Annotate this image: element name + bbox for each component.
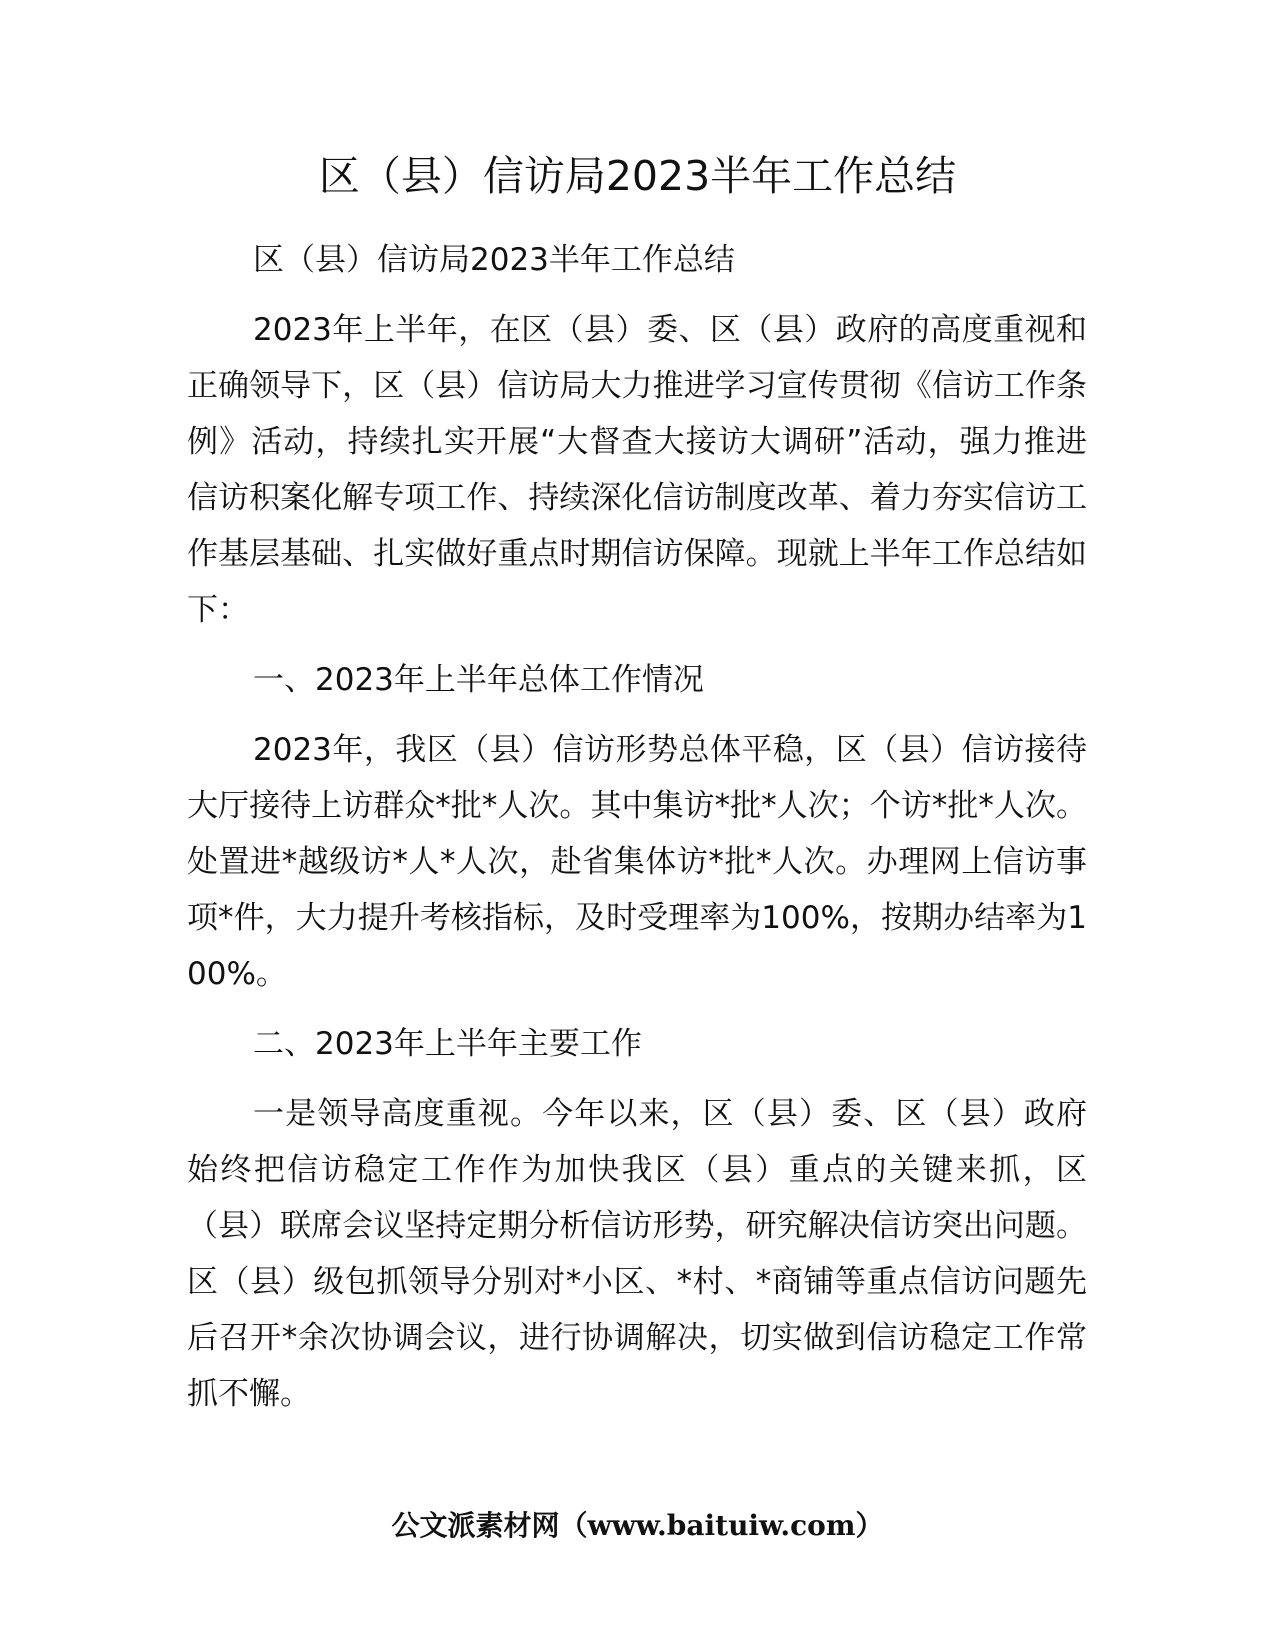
section-heading-2: 二、2023年上半年主要工作 (253, 1026, 642, 1062)
document-title: 区（县）信访局2023半年工作总结 (318, 152, 957, 200)
footer-watermark: 公文派素材网（www.baituiw.com） (391, 1509, 884, 1542)
document-body (187, 232, 1087, 1436)
overview-paragraph: 2023年，我区（县）信访形势总体平稳，区（县）信访接待大厅接待上访群众*批*人次。其中集访*批*人次；个访*批*人次。处置进*越级访*人*人次，赴省集体访*批*人次。办理网上信访事项*件，大力提升考核指标，及时受理率为100%，按期办结率为100%。 (187, 732, 1087, 992)
work-item-1-paragraph: 一是领导高度重视。今年以来，区（县）委、区（县）政府始终把信访稳定工作作为加快我区（县）重点的关键来抓，区（县）联席会议坚持定期分析信访形势，研究解决信访突出问题。区（县）级包抓领导分别对*小区、*村、*商铺等重点信访问题先后召开*余次协调会议，进行协调解决，切实做到信访稳定工作常抓不懈。 (187, 1096, 1087, 1412)
section-heading-1: 一、2023年上半年总体工作情况 (253, 662, 704, 698)
intro-paragraph: 2023年上半年，在区（县）委、区（县）政府的高度重视和正确领导下，区（县）信访局大力推进学习宣传贯彻《信访工作条例》活动，持续扎实开展“大督查大接访大调研”活动，强力推进信访积案化解专项工作、持续深化信访制度改革、着力夯实信访工作基层基础、扎实做好重点时期信访保障。现就上半年工作总结如下： (187, 312, 1087, 628)
subtitle-paragraph: 区（县）信访局2023半年工作总结 (253, 242, 735, 278)
